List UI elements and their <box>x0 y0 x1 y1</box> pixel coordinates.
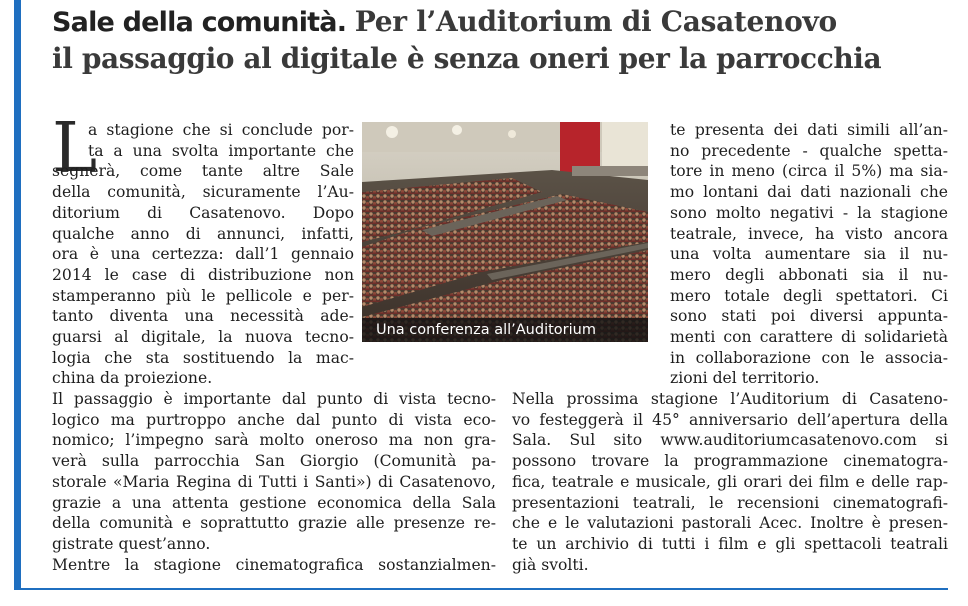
text-line: tanto diventa una necessità ade- <box>52 307 354 326</box>
text-line: te presenta dei dati simili all’an- <box>670 121 948 139</box>
text-line: a stagione che si conclude por- <box>88 121 354 139</box>
text-line: ditorium di Casatenovo. Dopo <box>52 203 354 222</box>
text-line: vo festeggerà il 45° anniversario dell’apertura della <box>512 410 948 429</box>
text-line: che e le valutazioni pastorali Acec. Inoltre è presen- <box>512 514 948 533</box>
text-line: presentazioni teatrali, le recensioni cinematografi- <box>512 493 948 512</box>
drop-cap: L <box>52 109 98 188</box>
text-line: te un archivio di tutti i film e gli spettacoli teatrali <box>512 534 948 553</box>
text-line: della comunità e soprattutto grazie alle presenze re- <box>52 514 496 533</box>
headline-kicker: Sale della comunità. <box>52 7 347 38</box>
headline-title-part-1: Per l’Auditorium di Casatenovo <box>354 5 837 38</box>
text-line: ta a una svolta importante che <box>88 141 354 160</box>
bottom-rule <box>14 588 948 590</box>
headline-line-2: il passaggio al digitale è senza oneri per la parrocchia <box>52 42 882 75</box>
text-line: menti con carattere di solidarietà <box>670 328 948 347</box>
text-line: guarsi al digitale, la nuova tecno- <box>52 328 354 347</box>
text-line: una volta aumentare sia il nu- <box>670 245 948 264</box>
article-column-a <box>52 120 354 389</box>
auditorium-photo <box>362 122 648 342</box>
text-line: gistrate quest’anno. <box>52 534 211 553</box>
text-line: Il passaggio è importante dal punto di vista tecno- <box>52 390 496 408</box>
article-column-b <box>52 389 496 575</box>
photo-caption: Una conferenza all’Auditorium <box>362 318 648 342</box>
text-line: tore in meno (circa il 5%) ma sia- <box>670 162 948 181</box>
text-line: mero degli abbonati sia il nu- <box>670 265 948 284</box>
text-line: 2014 le case di distribuzione non <box>52 265 354 284</box>
text-line: sono stati poi diversi appunta- <box>670 307 948 326</box>
text-line: già svolti. <box>512 555 589 574</box>
text-line: storale «Maria Regina di Tutti i Santi») di Casatenovo, <box>52 472 496 491</box>
text-line: mo lontani dai dati nazionali che <box>670 183 948 202</box>
text-line: in collaborazione con le associa- <box>670 348 948 367</box>
text-line: verà sulla parrocchia San Giorgio (Comunità pa- <box>52 452 496 471</box>
text-line: zioni del territorio. <box>670 369 820 388</box>
text-line: ora è una certezza: dall’1 gennaio <box>52 245 354 264</box>
text-line: logico ma purtroppo anche dal punto di vista eco- <box>52 410 496 429</box>
text-line: segnerà, come tante altre Sale <box>52 162 354 181</box>
article-column-d <box>512 389 948 575</box>
text-line: Sala. Sul sito www.auditoriumcasatenovo.com si <box>512 431 948 450</box>
text-line: della comunità, sicuramente l’Au- <box>52 183 354 202</box>
text-line: no precedente - qualche spetta- <box>670 141 948 160</box>
text-line: mero totale degli spettatori. Ci <box>670 286 948 305</box>
text-line: qualche anno di annunci, infatti, <box>52 224 354 243</box>
text-line: logia che sta sostituendo la mac- <box>52 348 354 367</box>
headline <box>52 4 952 77</box>
left-accent-bar <box>14 0 21 590</box>
text-line: Nella prossima stagione l’Auditorium di Casateno- <box>512 390 948 408</box>
text-line: possono trovare la programmazione cinematogra- <box>512 452 948 471</box>
headline-line-1 <box>52 4 952 41</box>
text-line: sono molto negativi - la stagione <box>670 203 948 222</box>
text-line: nomico; l’impegno sarà molto oneroso ma non gra- <box>52 431 496 450</box>
text-line: fica, teatrale e musicale, gli orari dei film e delle rap- <box>512 472 948 491</box>
text-line: china da proiezione. <box>52 369 213 388</box>
auditorium-photo-image <box>362 122 648 342</box>
text-line: Mentre la stagione cinematografica sostanzialmen- <box>52 555 496 574</box>
article-column-c <box>670 120 948 389</box>
text-line: stamperanno più le pellicole e per- <box>52 286 354 305</box>
text-line: grazie a una attenta gestione economica della Sala <box>52 493 496 512</box>
text-line: teatrale, invece, ha visto ancora <box>670 224 948 243</box>
